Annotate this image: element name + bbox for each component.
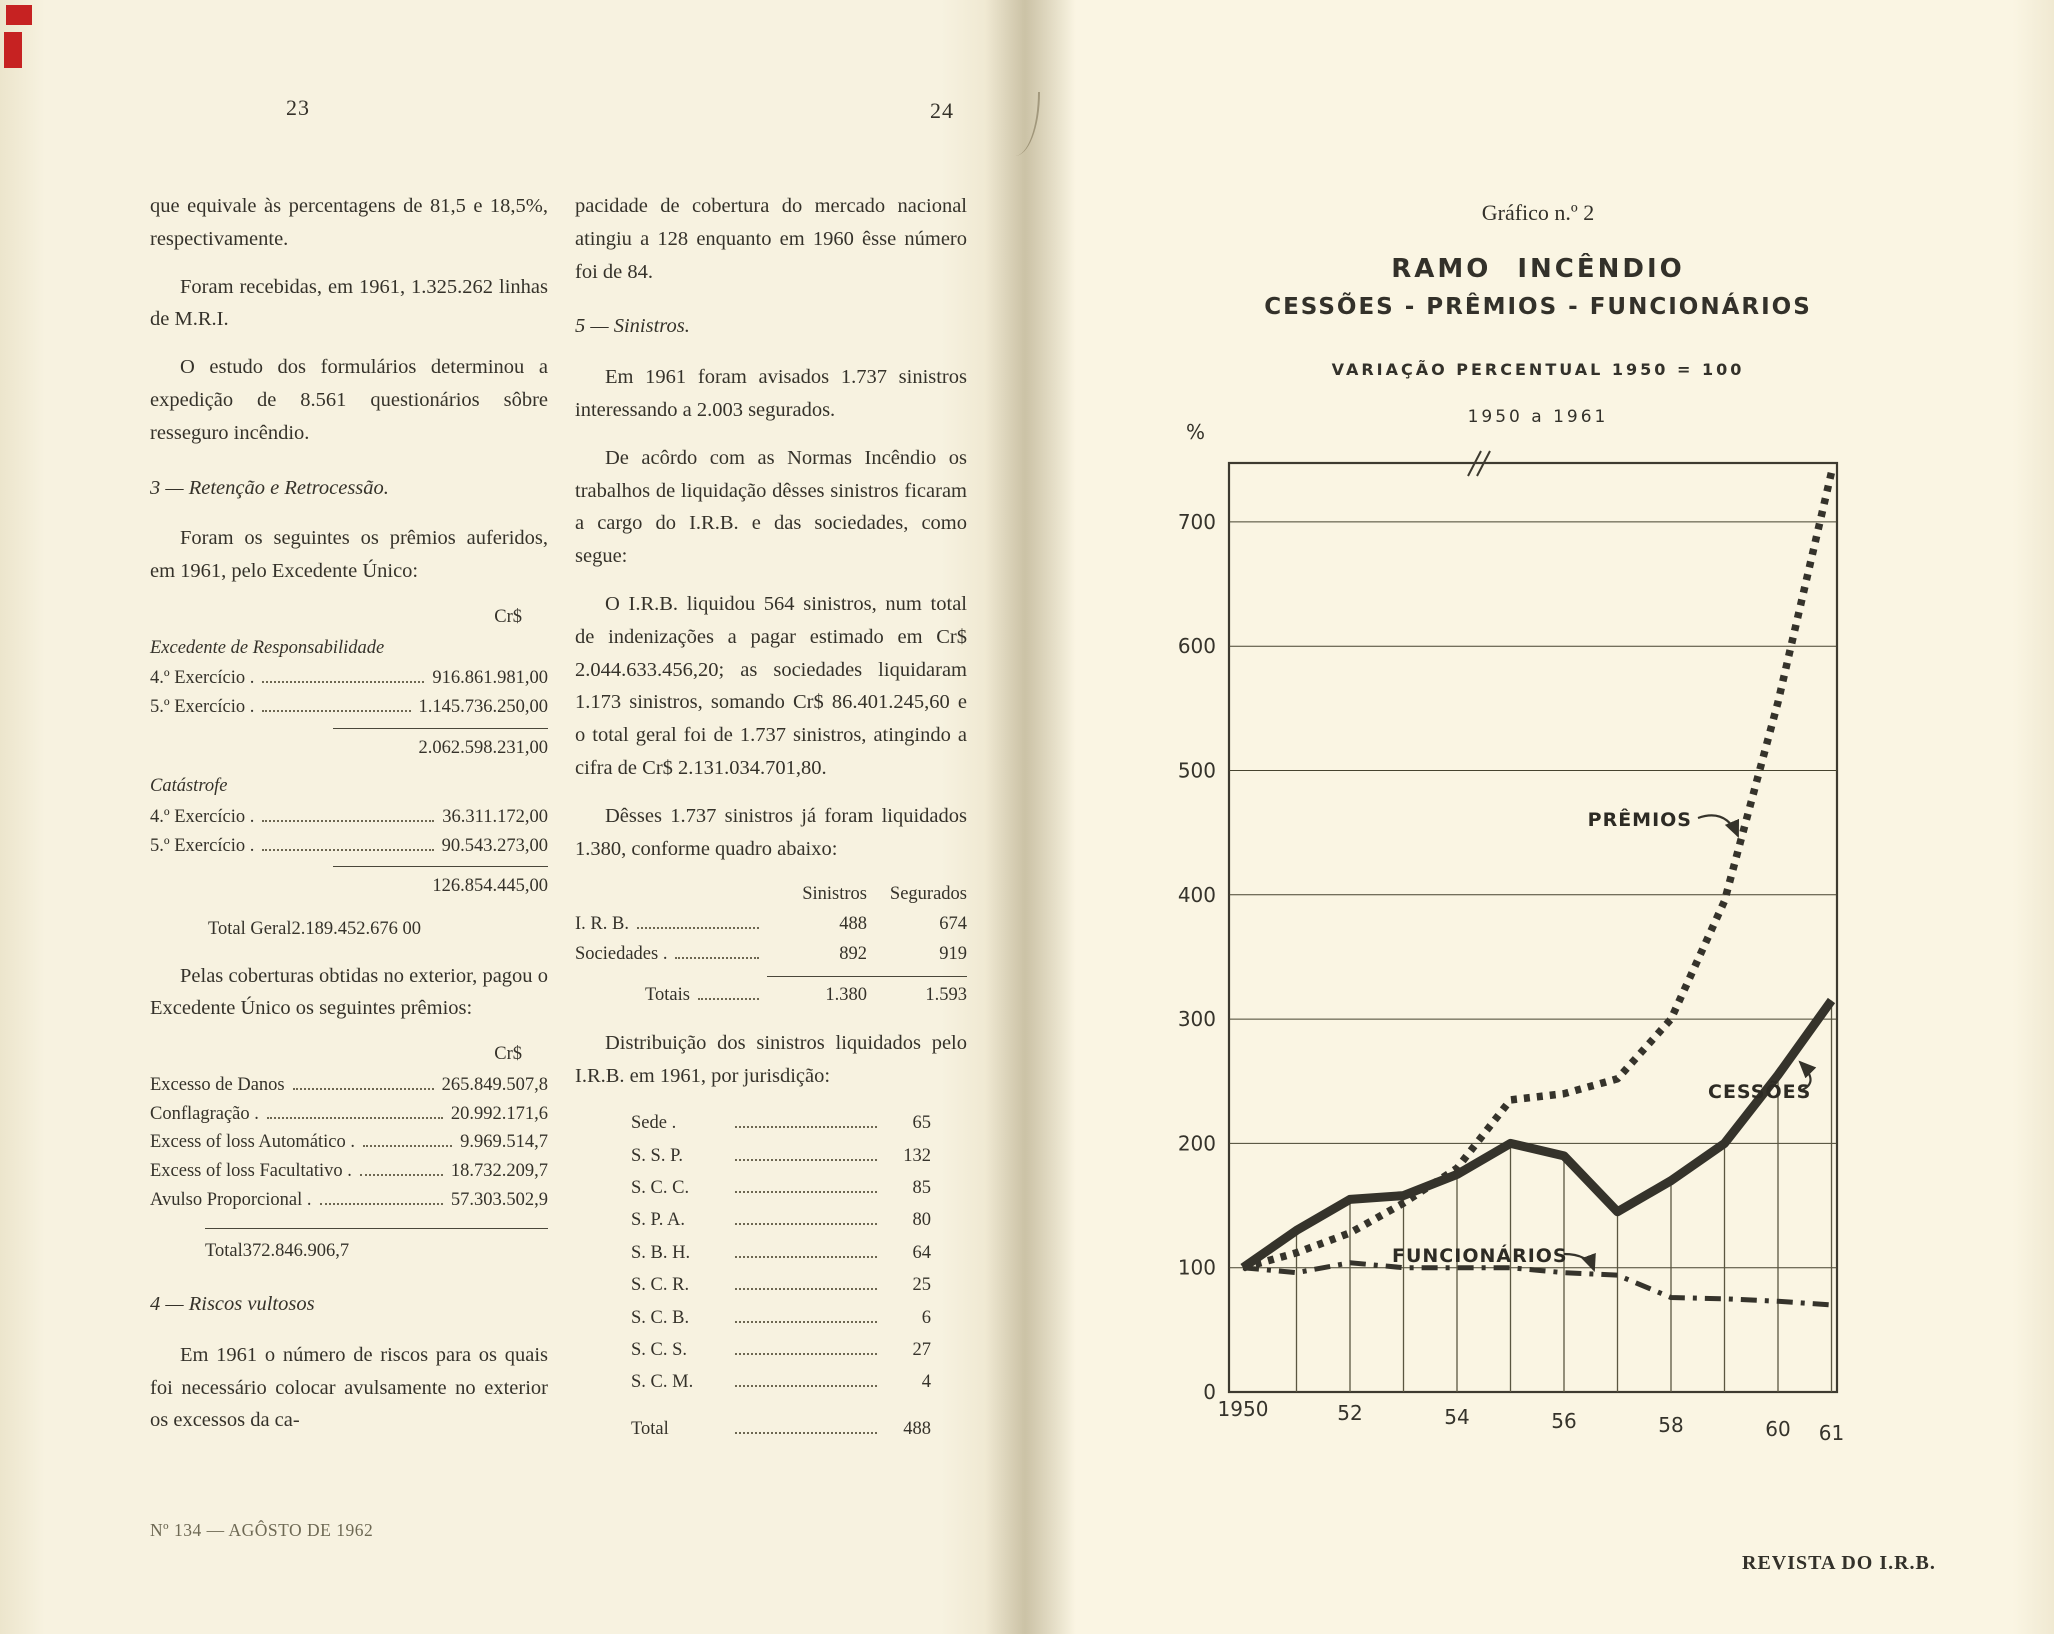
total-row <box>208 915 548 944</box>
premios-auferidos-table <box>150 603 548 944</box>
page-number-right: 24 <box>930 98 954 123</box>
row-value: 85 <box>912 1178 931 1199</box>
total-value: 1.380 <box>767 976 867 1011</box>
subtotal-row <box>150 728 548 763</box>
dotted-leader <box>735 1321 877 1323</box>
chart-canvas <box>1140 450 1920 1470</box>
paragraph: Distribuição dos sinistros liquidados pelo I.R.B. em 1961, por jurisdição: <box>575 1031 967 1087</box>
issue-footer: Nº 134 — AGÔSTO DE 1962 <box>150 1520 374 1540</box>
sinistros-table <box>575 880 967 1010</box>
dotted-leader <box>735 1385 877 1387</box>
row-value: 4 <box>921 1372 931 1393</box>
row-value: 36.311.172,00 <box>442 807 548 827</box>
dotted-leader <box>675 957 759 959</box>
row-label: S. S. P. <box>631 1145 683 1166</box>
svg-text:0: 0 <box>1203 1380 1216 1404</box>
svg-text:700: 700 <box>1177 509 1216 534</box>
table-row <box>150 664 548 693</box>
table-row <box>150 1186 548 1215</box>
dotted-leader <box>262 849 433 851</box>
svg-text:600: 600 <box>1177 634 1216 659</box>
row-label: S. C. M. <box>631 1372 694 1393</box>
chart-range-label: 1950 a 1961 <box>1467 407 1609 427</box>
svg-text:500: 500 <box>1177 758 1216 783</box>
row-label: 5.º Exercício . <box>150 696 255 717</box>
scan-artifact-red-mark <box>4 32 22 68</box>
column-header: Segurados <box>889 884 967 905</box>
total-value: 488 <box>903 1418 931 1439</box>
paragraph: Dêsses 1.737 sinistros já foram liquidados 1.380, conforme quadro abaixo: <box>575 804 967 860</box>
row-label: Avulso Proporcional . <box>150 1189 312 1210</box>
scan-artifact-red-mark <box>6 5 32 25</box>
table-group-title: Excedente de Responsabilidade <box>150 637 385 658</box>
chart-caption: Gráfico n.º 2 <box>1481 200 1595 225</box>
svg-text:52: 52 <box>1337 1401 1363 1425</box>
svg-text:PRÊMIOS: PRÊMIOS <box>1587 809 1692 831</box>
dotted-leader <box>267 1117 443 1119</box>
chart-subtitle: CESSÕES - PRÊMIOS - FUNCIONÁRIOS <box>1264 294 1812 320</box>
journal-footer: REVISTA DO I.R.B. <box>1742 1552 1936 1574</box>
table-group-title: Catástrofe <box>150 776 228 797</box>
dotted-leader <box>262 820 434 822</box>
paragraph: Foram recebidas, em 1961, 1.325.262 linhas de M.R.I. <box>150 275 548 331</box>
table-row <box>150 1157 548 1186</box>
dotted-leader <box>320 1203 443 1205</box>
row-label: 4.º Exercício . <box>150 807 255 827</box>
svg-text:60: 60 <box>1765 1417 1791 1441</box>
row-label: Sociedades . <box>575 943 668 964</box>
totals-row <box>575 973 967 1011</box>
subtotal-row <box>150 866 548 901</box>
paragraph: Pelas coberturas obtidas no exterior, pagou o Excedente Único os seguintes prêmios: <box>150 964 548 1020</box>
row-value: 80 <box>912 1210 931 1231</box>
row-label: S. C. C. <box>631 1178 690 1199</box>
total-label: Total Geral <box>208 919 292 940</box>
row-value: 9.969.514,7 <box>460 1132 548 1153</box>
row-value: 57.303.502,9 <box>450 1189 548 1210</box>
cell-value: 488 <box>839 913 867 934</box>
list-item <box>631 1140 931 1172</box>
table-row <box>150 1128 548 1157</box>
currency-header: Cr$ <box>494 606 522 627</box>
row-label: S. C. B. <box>631 1307 690 1328</box>
chart-title: RAMO INCÊNDIO <box>1391 254 1685 284</box>
svg-text:61: 61 <box>1818 1421 1845 1445</box>
section-heading-5: 5 — Sinistros. <box>575 315 690 338</box>
paragraph: O I.R.B. liquidou 564 sinistros, num total de indenizações a pagar estimado em Cr$ 2.044.633.456,20; as sociedades liquidaram 1.173 sinistros, somando Cr$ 86.401.245,60 e o total geral foi de 1.737 sinistros, atingindo a cifra de Cr$ 2.131.034.701,80. <box>575 592 967 779</box>
dotted-leader <box>363 1145 452 1147</box>
row-value: 6 <box>921 1307 931 1328</box>
row-label: Excesso de Danos <box>150 1074 285 1095</box>
svg-text:400: 400 <box>1177 882 1216 907</box>
dotted-leader <box>262 681 424 683</box>
table-row <box>150 693 548 722</box>
paragraph: Em 1961 o número de riscos para os quais foi necessário colocar avulsamente no exterior os excessos da ca- <box>150 1343 548 1432</box>
svg-text:300: 300 <box>1177 1007 1216 1032</box>
cell-value: 919 <box>939 943 967 964</box>
list-item <box>631 1302 931 1334</box>
dotted-leader <box>293 1088 434 1090</box>
spacer <box>575 880 767 910</box>
row-value: 132 <box>903 1145 931 1166</box>
dotted-leader <box>637 927 759 929</box>
svg-text:54: 54 <box>1444 1405 1470 1429</box>
page-24-column <box>575 190 967 1445</box>
paragraph: Em 1961 foram avisados 1.737 sinistros interessando a 2.003 segurados. <box>575 366 967 421</box>
list-item <box>631 1107 931 1139</box>
line-chart <box>1140 450 1920 1470</box>
table-row <box>150 1071 548 1100</box>
row-value: 64 <box>912 1242 931 1263</box>
section-heading-4: 4 — Riscos vultosos <box>150 1292 315 1315</box>
row-label: Excess of loss Facultativo . <box>150 1160 352 1181</box>
row-value: 265.849.507,8 <box>441 1074 548 1095</box>
svg-text:58: 58 <box>1658 1413 1684 1437</box>
row-value: 25 <box>912 1275 931 1296</box>
y-axis-unit-label: % <box>1186 420 1206 444</box>
row-value: 18.732.209,7 <box>450 1160 548 1181</box>
total-value: 1.593 <box>867 976 967 1011</box>
page-number-left: 23 <box>286 95 310 120</box>
paragraph: que equivale às percentagens de 81,5 e 18,5%, respectivamente. <box>150 195 548 250</box>
dotted-leader <box>698 998 759 1000</box>
dotted-leader <box>262 710 410 712</box>
dotted-leader <box>735 1223 877 1225</box>
svg-text:100: 100 <box>1177 1255 1216 1280</box>
row-label: Excess of loss Automático . <box>150 1132 356 1153</box>
page-23-column <box>150 190 548 1452</box>
table-header-row <box>575 880 967 910</box>
row-value: 20.992.171,6 <box>450 1103 548 1124</box>
total-label: Total <box>205 1241 243 1262</box>
dotted-leader <box>735 1432 877 1434</box>
svg-text:FUNCIONÁRIOS: FUNCIONÁRIOS <box>1392 1245 1568 1267</box>
list-item <box>631 1269 931 1301</box>
paragraph: De acôrdo com as Normas Incêndio os trabalhos de liquidação dêsses sinistros ficaram a cargo do I.R.B. e das sociedades, como segue: <box>575 446 967 568</box>
total-value: 2.189.452.676 00 <box>291 919 421 940</box>
column-header: Sinistros <box>802 884 867 905</box>
list-item <box>631 1204 931 1236</box>
row-label: Conflagração . <box>150 1103 259 1124</box>
row-label: S. B. H. <box>631 1242 691 1263</box>
table-row <box>150 832 548 861</box>
table-row <box>150 803 548 832</box>
row-label: S. P. A. <box>631 1210 685 1231</box>
list-item <box>631 1237 931 1269</box>
row-value: 27 <box>912 1339 931 1360</box>
row-label: Sede . <box>631 1113 677 1134</box>
currency-header: Cr$ <box>494 1044 522 1065</box>
dotted-leader <box>735 1191 877 1193</box>
jurisdicao-list <box>631 1107 931 1445</box>
row-value: 916.861.981,00 <box>432 668 548 689</box>
dotted-leader <box>735 1288 877 1290</box>
subtotal-value: 2.062.598.231,00 <box>333 728 548 763</box>
cell-value: 892 <box>839 943 867 964</box>
cell-value: 674 <box>939 913 967 934</box>
row-value: 1.145.736.250,00 <box>418 696 548 717</box>
list-item <box>631 1366 931 1398</box>
dotted-leader <box>735 1353 877 1355</box>
chart-note: VARIAÇÃO PERCENTUAL 1950 = 100 <box>1331 360 1745 379</box>
svg-text:200: 200 <box>1177 1131 1216 1156</box>
section-heading-3: 3 — Retenção e Retrocessão. <box>150 476 389 499</box>
subtotal-value: 126.854.445,00 <box>333 866 548 901</box>
row-label: S. C. R. <box>631 1275 690 1296</box>
row-label: 5.º Exercício . <box>150 835 255 856</box>
row-value: 90.543.273,00 <box>441 835 548 856</box>
list-item <box>631 1172 931 1204</box>
exterior-premios-table <box>150 1040 548 1266</box>
paragraph: O estudo dos formulários determinou a expedição de 8.561 questionários sôbre resseguro incêndio. <box>150 356 548 444</box>
chart-heading-block <box>1022 200 2054 427</box>
dotted-leader <box>735 1159 877 1161</box>
row-label: S. C. S. <box>631 1339 688 1360</box>
row-label: 4.º Exercício . <box>150 668 255 689</box>
total-value: 372.846.906,7 <box>242 1241 350 1262</box>
table-row <box>575 940 967 970</box>
svg-text:CESSÕES: CESSÕES <box>1708 1081 1812 1103</box>
list-item <box>631 1334 931 1366</box>
svg-text:56: 56 <box>1551 1409 1577 1433</box>
total-label: Total <box>631 1418 669 1439</box>
table-row <box>575 910 967 940</box>
paragraph: Foram os seguintes os prêmios auferidos, em 1961, pelo Excedente Único: <box>150 527 548 583</box>
table-row <box>150 1100 548 1129</box>
row-value: 65 <box>912 1113 931 1134</box>
dotted-leader <box>735 1126 877 1128</box>
total-row <box>631 1413 931 1445</box>
total-label: Totais <box>645 985 690 1006</box>
dotted-leader <box>735 1256 877 1258</box>
paragraph: pacidade de cobertura do mercado nacional atingiu a 128 enquanto em 1960 êsse número foi de 84. <box>575 195 967 283</box>
dotted-leader <box>360 1174 443 1176</box>
total-row <box>205 1228 548 1266</box>
svg-text:1950: 1950 <box>1217 1397 1269 1421</box>
row-label: I. R. B. <box>575 913 629 934</box>
